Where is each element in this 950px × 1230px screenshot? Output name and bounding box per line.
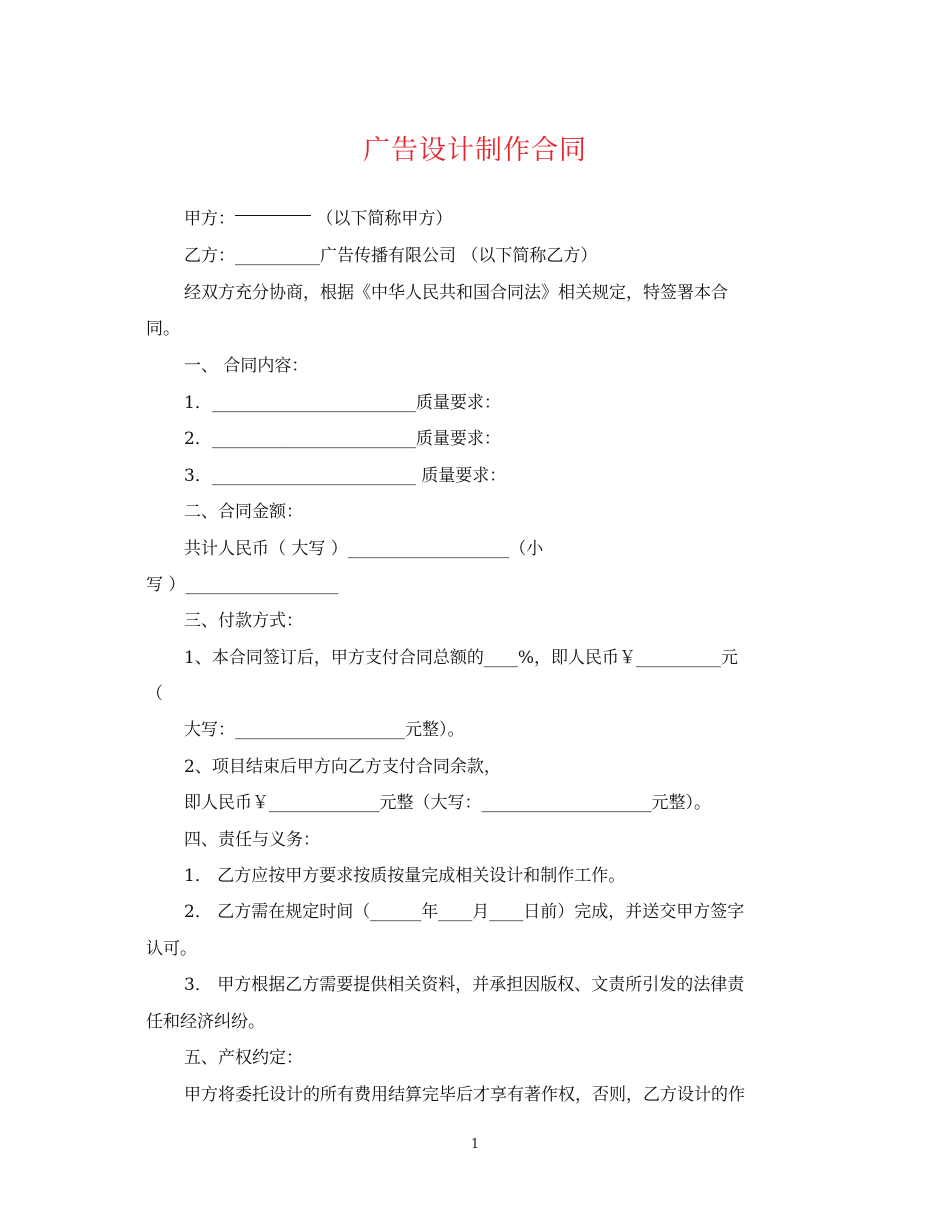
intro-line-2: 同。 [146, 319, 180, 339]
section-2-heading: 二、合同金额： [184, 502, 303, 522]
section-4-item-3-line-2: 任和经济纠纷。 [146, 1012, 265, 1032]
party-a-label: 甲方： [184, 209, 235, 229]
section-4-item-2-line-2: 认可。 [146, 939, 197, 959]
intro-line-1: 经双方充分协商，根据《中华人民共和国合同法》相关规定，特签署本合 [184, 283, 728, 303]
page-number: 1 [470, 1137, 480, 1152]
section-3-line-5: 即人民币￥_____________元整（大写：____________________元整）。 [184, 793, 711, 813]
section-1-item-2: 2．________________________质量要求： [184, 429, 501, 449]
section-4-item-2-line-1: 2． 乙方需在规定时间（______年____月____日前）完成，并送交甲方签字 [184, 902, 745, 922]
section-4-heading: 四、责任与义务： [184, 830, 320, 850]
section-1-item-3: 3．________________________ 质量要求： [184, 466, 507, 486]
section-5-line-1: 甲方将委托设计的所有费用结算完毕后才享有著作权，否则，乙方设计的作 [184, 1085, 745, 1105]
section-3-heading: 三、付款方式： [184, 611, 303, 631]
section-4-item-1: 1． 乙方应按甲方要求按质按量完成相关设计和制作工作。 [184, 866, 626, 886]
section-3-line-4: 2、项目结束后甲方向乙方支付合同余款， [184, 757, 501, 777]
section-4-item-3-line-1: 3． 甲方根据乙方需要提供相关资料，并承担因版权、文责所引发的法律责 [184, 975, 745, 995]
section-1-item-1: 1．________________________质量要求： [184, 393, 501, 413]
party-a-line [146, 207, 854, 231]
document-title: 广告设计制作合同 [363, 135, 587, 166]
party-a-suffix: （以下简称甲方） [311, 209, 453, 229]
section-2-line-1: 共计人民币（ 大写 ）___________________（小 [184, 539, 544, 559]
party-a-blank [235, 215, 311, 216]
section-3-line-2: （ [146, 684, 163, 704]
section-2-line-2: 写 ）__________________ [146, 575, 339, 595]
section-5-heading: 五、产权约定： [184, 1048, 303, 1068]
section-3-line-3: 大写：____________________元整）。 [184, 720, 465, 740]
section-3-line-1: 1、本合同签订后，甲方支付合同总额的____%，即人民币￥__________元 [184, 648, 738, 668]
party-b-line: 乙方：__________广告传播有限公司 （以下简称乙方） [184, 246, 598, 266]
section-1-heading: 一、 合同内容： [184, 356, 309, 376]
